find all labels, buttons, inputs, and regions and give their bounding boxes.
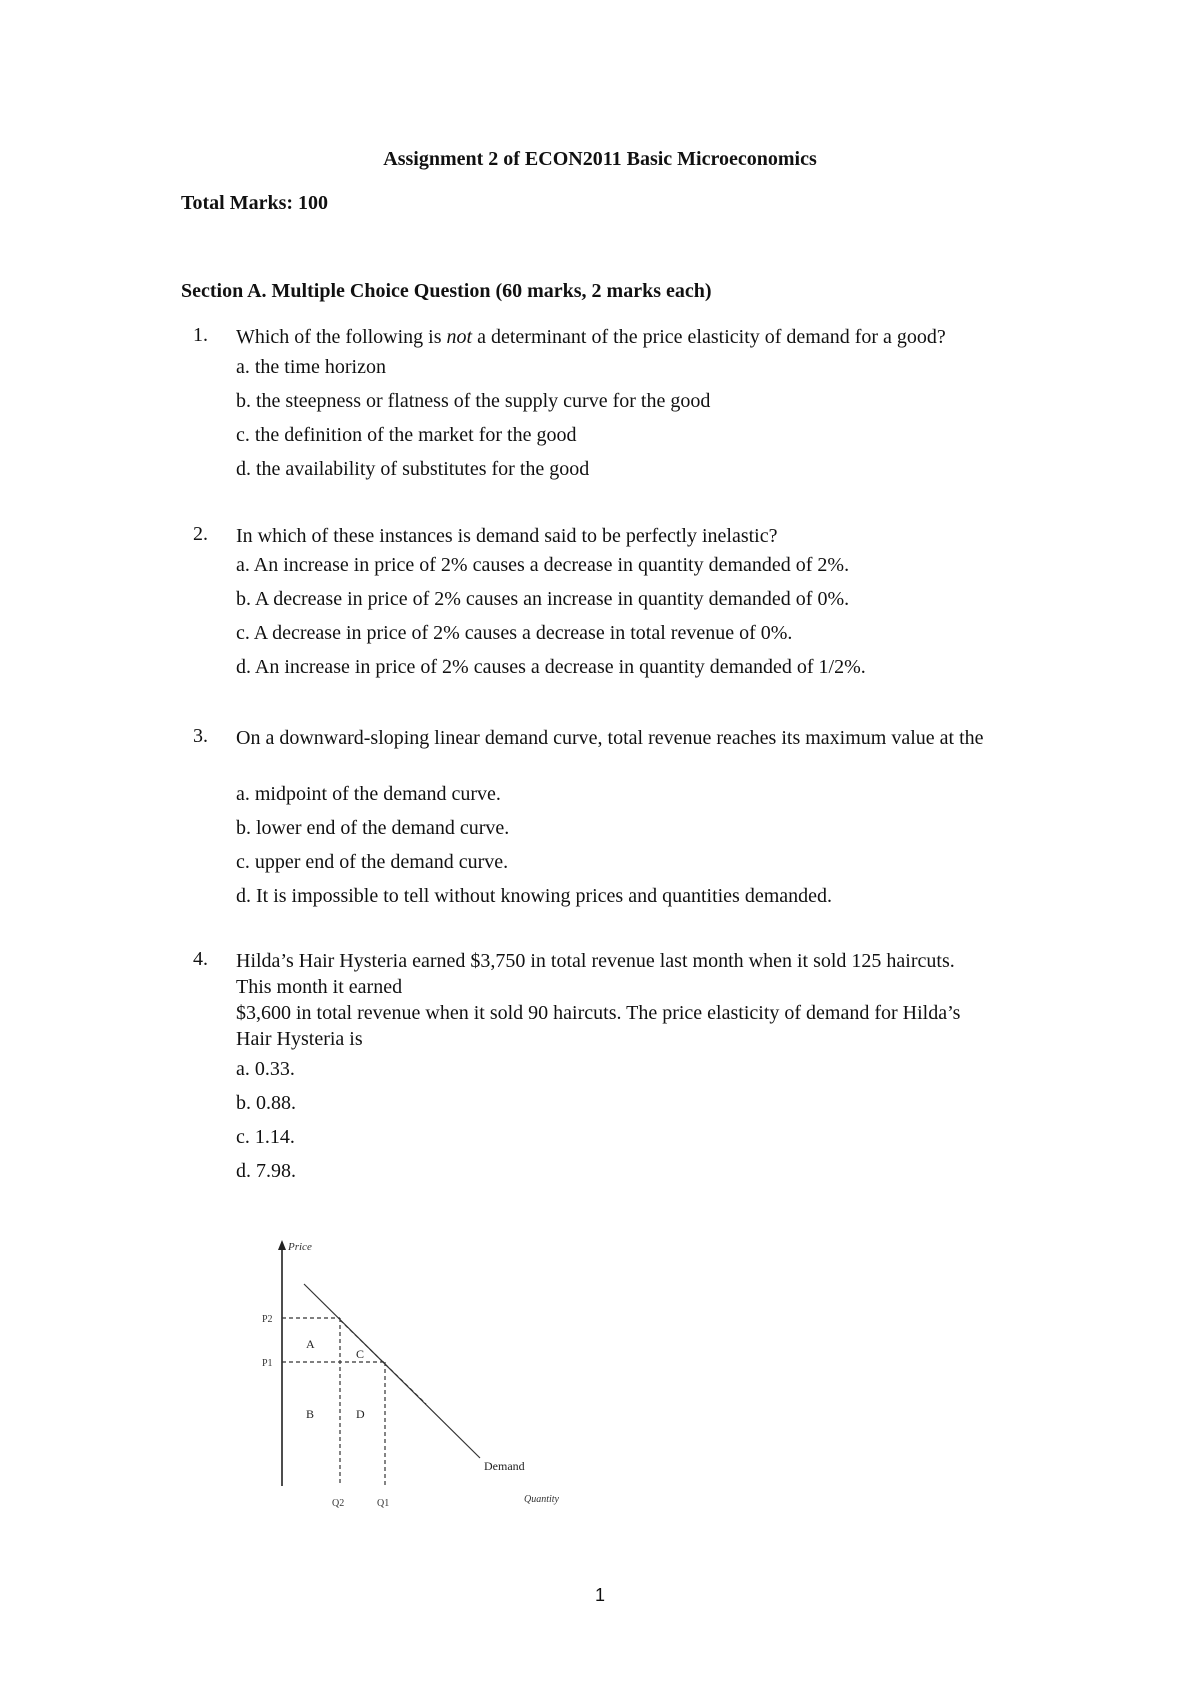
page-number: 1: [594, 1585, 605, 1605]
question-number: 1.: [193, 324, 208, 346]
options-list: [236, 552, 1006, 688]
options-list: [236, 781, 1006, 917]
option-a: a. 0.33.: [236, 1058, 295, 1080]
question-number: 4.: [193, 948, 208, 970]
question-number: 2.: [193, 523, 208, 545]
option-c: c. upper end of the demand curve.: [236, 851, 509, 873]
option-d: d. 7.98.: [236, 1160, 296, 1182]
p1-label: P1: [262, 1358, 273, 1369]
option-c: c. A decrease in price of 2% causes a decrease in total revenue of 0%.: [236, 622, 793, 644]
demand-label: Demand: [484, 1459, 525, 1473]
option-d: d. the availability of substitutes for the good: [236, 458, 590, 480]
option-a: a. midpoint of the demand curve.: [236, 783, 501, 805]
area-b-label: B: [306, 1407, 315, 1421]
question-text-line-1: Hilda’s Hair Hysteria earned $3,750 in total revenue last month when it sold 125 haircuts. This month it earned: [236, 950, 955, 998]
y-axis-arrow: [278, 1240, 286, 1250]
question-text-line-2: $3,600 in total revenue when it sold 90 haircuts. The price elasticity of demand for Hilda’s Hair Hysteria is: [236, 1002, 961, 1050]
q1-label: Q1: [377, 1498, 390, 1509]
area-d-label: D: [356, 1407, 365, 1421]
x-axis-label: Quantity: [524, 1494, 559, 1505]
section-a-heading: Section A. Multiple Choice Question (60 marks, 2 marks each): [181, 280, 712, 302]
area-c-label: C: [356, 1347, 365, 1361]
question-text: Which of the following is not a determinant of the price elasticity of demand for a good?: [236, 326, 946, 348]
q2-label: Q2: [332, 1498, 345, 1509]
area-a-label: A: [306, 1337, 315, 1351]
demand-diagram: [240, 1236, 580, 1516]
option-b: b. A decrease in price of 2% causes an increase in quantity demanded of 0%.: [236, 588, 850, 610]
option-a: a. the time horizon: [236, 356, 386, 378]
option-b: b. the steepness or flatness of the supply curve for the good: [236, 390, 711, 412]
options-list: [236, 1056, 1006, 1192]
question-text: [236, 948, 1006, 1052]
question-text: On a downward-sloping linear demand curve, total revenue reaches its maximum value at the: [236, 727, 984, 749]
option-a: a. An increase in price of 2% causes a decrease in quantity demanded of 2%.: [236, 554, 850, 576]
p2-label: P2: [262, 1314, 273, 1325]
emphasis-not: not: [446, 326, 473, 348]
option-b: b. 0.88.: [236, 1092, 296, 1114]
option-c: c. the definition of the market for the good: [236, 424, 577, 446]
y-axis-label: Price: [288, 1241, 312, 1253]
options-list: [236, 354, 1006, 490]
option-d: d. An increase in price of 2% causes a decrease in quantity demanded of 1/2%.: [236, 656, 866, 678]
option-c: c. 1.14.: [236, 1126, 295, 1148]
option-b: b. lower end of the demand curve.: [236, 817, 510, 839]
question-text: In which of these instances is demand said to be perfectly inelastic?: [236, 525, 778, 547]
option-d: d. It is impossible to tell without knowing prices and quantities demanded.: [236, 885, 833, 907]
question-number: 3.: [193, 725, 208, 747]
total-marks: Total Marks: 100: [181, 192, 329, 214]
document-title: Assignment 2 of ECON2011 Basic Microeconomics: [383, 148, 817, 170]
